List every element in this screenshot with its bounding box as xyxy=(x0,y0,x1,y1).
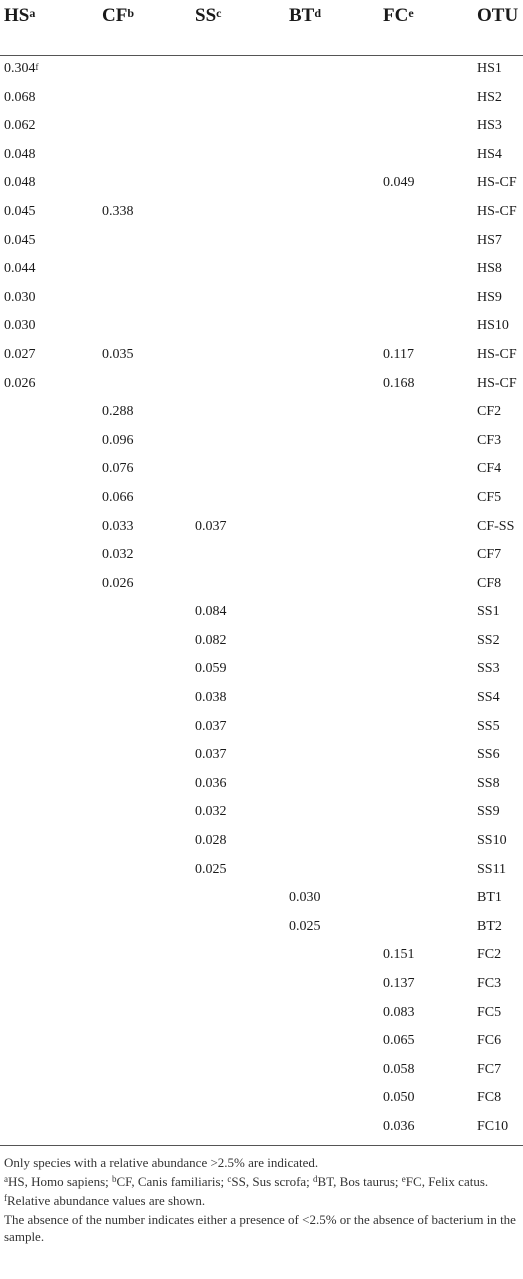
table-row xyxy=(0,1114,523,1143)
cell-otu: HS1 xyxy=(477,61,502,76)
cell-otu: CF8 xyxy=(477,575,502,591)
table-row xyxy=(0,428,523,457)
cell-hs: 0.048 xyxy=(4,175,36,191)
table-row xyxy=(0,885,523,914)
cell-fc: 0.065 xyxy=(383,1033,415,1049)
table-row xyxy=(0,142,523,171)
cell-otu: SS5 xyxy=(477,718,500,734)
cell-bt: 0.030 xyxy=(289,890,321,906)
footnote-relative-abundance: $^f$Relative abundance values are shown. xyxy=(4,1192,206,1208)
cell-ss: 0.082 xyxy=(195,632,227,648)
cell-otu: SS11 xyxy=(477,861,507,877)
table-row xyxy=(0,1000,523,1029)
cell-otu: SS6 xyxy=(477,747,500,763)
table-footnotes xyxy=(0,1146,523,1245)
table-row xyxy=(0,371,523,400)
cell-hs: 0.304$^f$ xyxy=(4,61,39,76)
cell-cf: 0.076 xyxy=(102,461,134,477)
table-row xyxy=(0,285,523,314)
cell-ss: 0.028 xyxy=(195,833,227,849)
cell-otu: CF2 xyxy=(477,404,502,420)
cell-otu: SS1 xyxy=(477,604,500,620)
cell-otu: SS4 xyxy=(477,690,500,706)
cell-otu: FC5 xyxy=(477,1004,502,1020)
cell-fc: 0.151 xyxy=(383,947,415,963)
cell-otu: SS2 xyxy=(477,632,500,648)
table-body xyxy=(0,56,523,1143)
cell-otu: CF4 xyxy=(477,461,502,477)
cell-hs: 0.045 xyxy=(4,203,36,219)
cell-otu: FC7 xyxy=(477,1061,502,1077)
table-row xyxy=(0,714,523,743)
cell-hs: 0.068 xyxy=(4,89,36,105)
cell-ss: 0.025 xyxy=(195,861,227,877)
cell-otu: CF3 xyxy=(477,432,502,448)
header-otu: OTU xyxy=(477,5,519,26)
cell-otu: FC8 xyxy=(477,1090,502,1106)
cell-otu: CF-SS xyxy=(477,518,515,534)
table-row xyxy=(0,485,523,514)
cell-otu: CF5 xyxy=(477,489,502,505)
cell-fc: 0.049 xyxy=(383,175,415,191)
cell-otu: HS3 xyxy=(477,118,502,134)
cell-fc: 0.036 xyxy=(383,1118,415,1134)
cell-otu: FC2 xyxy=(477,947,502,963)
cell-ss: 0.037 xyxy=(195,518,227,534)
table-row xyxy=(0,85,523,114)
footnote-threshold: Only species with a relative abundance >2.5% are indicated. xyxy=(4,1154,319,1170)
table-row xyxy=(0,199,523,228)
cell-otu: HS-CF xyxy=(477,375,517,391)
table-row xyxy=(0,857,523,886)
cell-cf: 0.288 xyxy=(102,404,134,420)
table-row xyxy=(0,599,523,628)
cell-fc: 0.137 xyxy=(383,976,415,991)
cell-otu: HS-CF xyxy=(477,175,517,191)
cell-ss: 0.036 xyxy=(195,775,227,791)
table-row xyxy=(0,1028,523,1057)
cell-hs: 0.062 xyxy=(4,118,36,134)
cell-ss: 0.059 xyxy=(195,661,227,677)
table-row xyxy=(0,542,523,571)
table-row xyxy=(0,656,523,685)
cell-ss: 0.037 xyxy=(195,747,227,763)
cell-cf: 0.035 xyxy=(102,346,134,362)
cell-fc: 0.117 xyxy=(383,346,414,362)
table-row xyxy=(0,685,523,714)
table-row xyxy=(0,799,523,828)
cell-hs: 0.027 xyxy=(4,346,36,362)
table-header xyxy=(0,0,523,56)
cell-otu: HS-CF xyxy=(477,203,517,219)
cell-otu: CF7 xyxy=(477,547,502,563)
footnote-absence: The absence of the number indicates either a presence of <2.5% or the absence of bacterium in the sample. xyxy=(4,1211,516,1244)
table-row xyxy=(0,628,523,657)
cell-otu: SS8 xyxy=(477,775,500,791)
cell-bt: 0.025 xyxy=(289,918,321,934)
cell-hs: 0.026 xyxy=(4,375,36,391)
cell-otu: HS4 xyxy=(477,146,502,162)
table-row xyxy=(0,313,523,342)
header-cf: $CF^b$ xyxy=(102,5,135,26)
table-row xyxy=(0,113,523,142)
table-row xyxy=(0,456,523,485)
cell-ss: 0.037 xyxy=(195,718,227,734)
cell-otu: HS9 xyxy=(477,289,502,305)
cell-otu: BT2 xyxy=(477,918,502,934)
cell-cf: 0.026 xyxy=(102,575,134,591)
table-row xyxy=(0,828,523,857)
cell-hs: 0.044 xyxy=(4,261,36,277)
cell-otu: FC10 xyxy=(477,1118,509,1134)
cell-otu: FC6 xyxy=(477,1033,502,1049)
header-fc: $FC^e$ xyxy=(383,5,414,26)
cell-otu: SS9 xyxy=(477,804,500,820)
table-row xyxy=(0,514,523,543)
cell-fc: 0.058 xyxy=(383,1061,415,1077)
table-row xyxy=(0,228,523,257)
header-bt: $BT^d$ xyxy=(289,5,322,26)
cell-fc: 0.050 xyxy=(383,1090,415,1106)
cell-otu: HS10 xyxy=(477,318,509,334)
cell-cf: 0.033 xyxy=(102,518,134,534)
table-row xyxy=(0,971,523,1000)
cell-fc: 0.168 xyxy=(383,375,415,391)
header-hs: $HS^a$ xyxy=(4,5,36,26)
table-row xyxy=(0,342,523,371)
cell-otu: HS7 xyxy=(477,232,502,248)
cell-cf: 0.096 xyxy=(102,432,134,448)
cell-otu: SS10 xyxy=(477,833,507,849)
table-row xyxy=(0,170,523,199)
cell-cf: 0.338 xyxy=(102,203,134,219)
cell-otu: FC3 xyxy=(477,976,502,991)
cell-otu: HS2 xyxy=(477,89,502,105)
cell-hs: 0.030 xyxy=(4,289,36,305)
table-row xyxy=(0,771,523,800)
cell-otu: BT1 xyxy=(477,890,502,906)
cell-hs: 0.048 xyxy=(4,146,36,162)
cell-otu: HS-CF xyxy=(477,346,517,362)
table-row xyxy=(0,399,523,428)
cell-cf: 0.066 xyxy=(102,489,134,505)
table-row xyxy=(0,914,523,943)
cell-hs: 0.045 xyxy=(4,232,36,248)
table-row xyxy=(0,56,523,85)
cell-otu: HS8 xyxy=(477,261,502,277)
cell-fc: 0.083 xyxy=(383,1004,415,1020)
cell-ss: 0.084 xyxy=(195,604,227,620)
table-row xyxy=(0,1057,523,1086)
cell-otu: SS3 xyxy=(477,661,500,677)
footnote-abbreviations: $^a$HS, Homo sapiens; $^b$CF, Canis familiaris; $^c$SS, Sus scrofa; $^d$BT, Bos taurus; $^e$FC, Felix catus. xyxy=(4,1173,489,1189)
cell-ss: 0.038 xyxy=(195,690,227,706)
table-row xyxy=(0,1085,523,1114)
header-ss: $SS^c$ xyxy=(195,5,222,26)
cell-cf: 0.032 xyxy=(102,547,134,563)
cell-ss: 0.032 xyxy=(195,804,227,820)
table-row xyxy=(0,742,523,771)
table-row xyxy=(0,571,523,600)
cell-hs: 0.030 xyxy=(4,318,36,334)
table-row xyxy=(0,256,523,285)
table-row xyxy=(0,942,523,971)
